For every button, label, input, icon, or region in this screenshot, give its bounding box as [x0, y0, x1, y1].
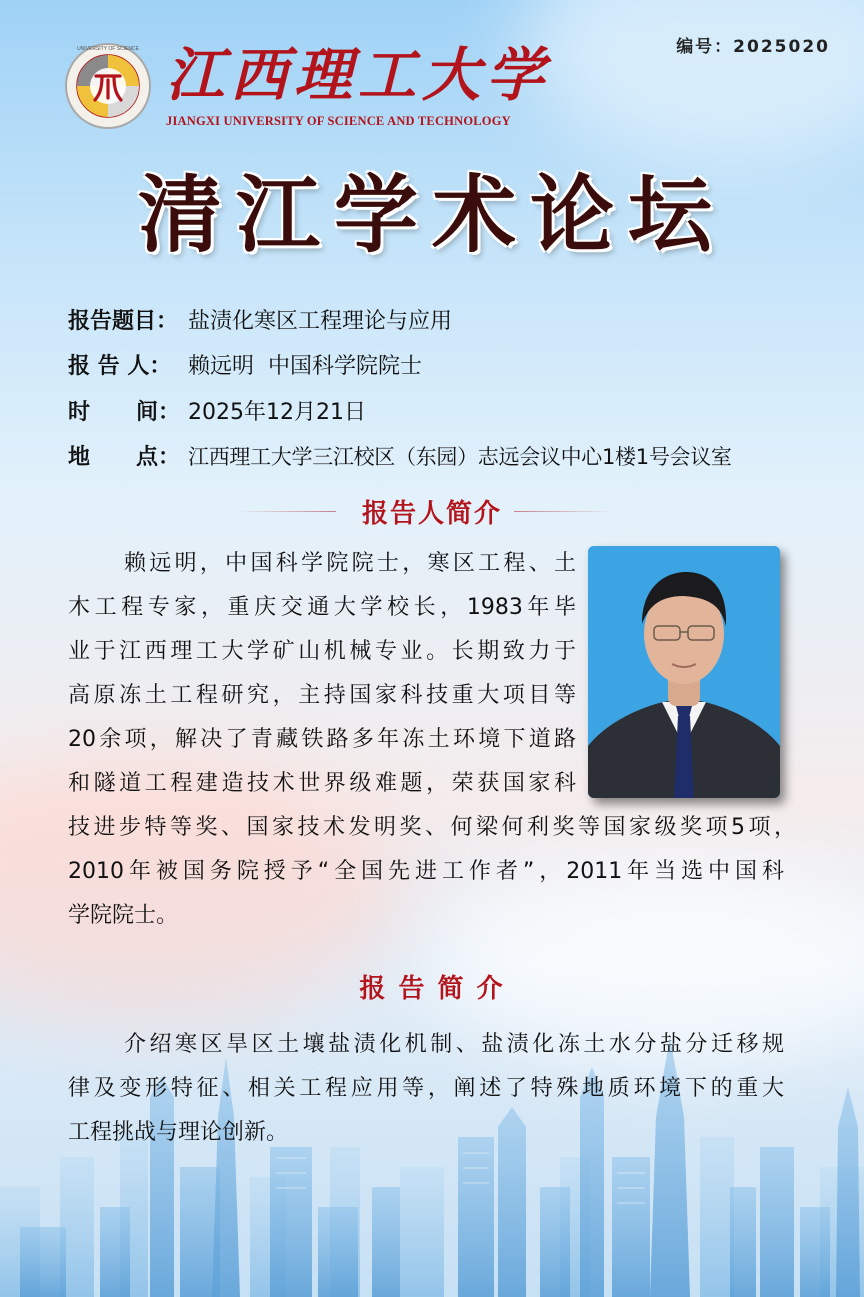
speaker-bio-line: 20余项，解决了青藏铁路多年冻土环境下道路 — [68, 727, 576, 752]
background-glow — [520, 0, 864, 160]
speaker-bio-heading: 报告人简介 — [361, 499, 502, 529]
info-row-venue — [68, 440, 732, 471]
speaker-portrait-graphic — [588, 546, 780, 798]
info-value: 盐渍化寒区工程理论与应用 — [188, 309, 453, 334]
info-value: 赖远明 中国科学院院士 — [188, 354, 422, 379]
info-value: 2025年12月21日 — [188, 400, 366, 425]
report-summary-line: 律及变形特征、相关工程应用等，阐述了特殊地质环境下的重大 — [68, 1076, 784, 1101]
university-seal-icon — [64, 42, 152, 130]
speaker-photo — [588, 546, 780, 798]
info-label: 时 间： — [68, 400, 180, 425]
info-value: 江西理工大学三江校区（东园）志远会议中心1楼1号会议室 — [188, 445, 732, 469]
speaker-bio-line: 学院院士。 — [68, 903, 179, 928]
info-row-speaker — [68, 349, 422, 380]
report-summary-line: 工程挑战与理论创新。 — [68, 1120, 289, 1145]
serial-number: 编号：2025020 — [676, 37, 830, 57]
info-row-topic — [68, 304, 452, 335]
speaker-bio-line: 木工程专家，重庆交通大学校长，1983年毕 — [68, 595, 576, 620]
info-label: 报 告 人： — [68, 354, 172, 379]
speaker-bio-line: 高原冻土工程研究，主持国家科技重大项目等 — [68, 683, 576, 708]
speaker-bio-line: 赖远明，中国科学院院士，寒区工程、土 — [124, 551, 576, 576]
report-summary-line: 介绍寒区旱区土壤盐渍化机制、盐渍化冻土水分盐分迁移规 — [124, 1032, 784, 1057]
speaker-bio-line: 和隧道工程建造技术世界级难题，荣获国家科 — [68, 771, 576, 796]
info-label: 报告题目： — [68, 309, 179, 334]
report-summary-heading: 报 告 简 介 — [359, 974, 505, 1004]
speaker-bio-line: 2010年被国务院授予“全国先进工作者”，2011年当选中国科 — [68, 859, 784, 884]
university-name-cn: 江西理工大学 — [166, 41, 551, 109]
forum-title: 清江学术论坛 — [137, 166, 726, 264]
svg-text:UNIVERSITY OF SCIENCE: UNIVERSITY OF SCIENCE — [77, 46, 139, 52]
info-label: 地 点： — [68, 445, 180, 470]
speaker-bio-line: 技进步特等奖、国家技术发明奖、何梁何利奖等国家级奖项5项， — [68, 815, 796, 840]
university-name-en: JIANGXI UNIVERSITY OF SCIENCE AND TECHNOLOGY — [166, 114, 511, 128]
speaker-bio-line: 业于江西理工大学矿山机械专业。长期致力于 — [68, 639, 576, 664]
info-row-time — [68, 395, 366, 426]
